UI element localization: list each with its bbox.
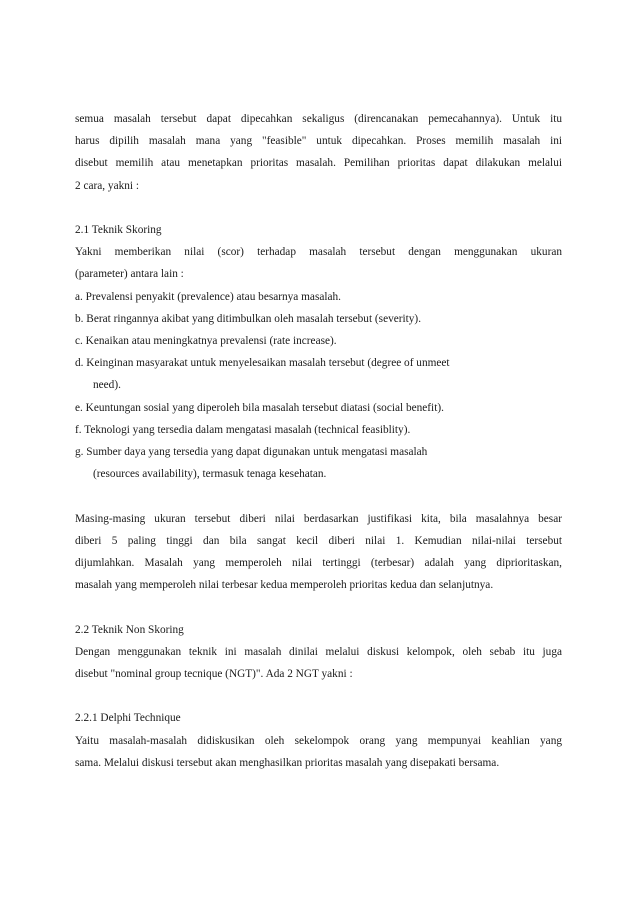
list-item: a. Prevalensi penyakit (prevalence) atau besarnya masalah. [75, 290, 341, 303]
section-skoring [75, 219, 562, 485]
text-line: disebut "nominal group tecnique (NGT)". Ada 2 NGT yakni : [75, 668, 353, 681]
section-heading: 2.1 Teknik Skoring [75, 224, 162, 236]
text-line: diberi 5 paling tinggi dan bila sangat kecil diberi nilai 1. Kemudian nilai-nilai tersebut [75, 534, 562, 547]
section-non-skoring [75, 619, 562, 686]
list-item: e. Keuntungan sosial yang diperoleh bila masalah tersebut diatasi (social benefit). [75, 401, 444, 414]
text-line: Yakni memberikan nilai (scor) terhadap masalah tersebut dengan menggunakan ukuran [75, 246, 562, 259]
text-line: Yaitu masalah-masalah didiskusikan oleh sekelompok orang yang mempunyai keahlian yang [75, 734, 562, 747]
text-line: Dengan menggunakan teknik ini masalah dinilai melalui diskusi kelompok, oleh sebab itu juga [75, 645, 562, 658]
text-line: harus dipilih masalah mana yang "feasible" untuk dipecahkan. Proses memilih masalah ini [75, 135, 562, 148]
text-line: masalah yang memperoleh nilai terbesar kedua memperoleh prioritas kedua dan selanjutnya. [75, 579, 494, 592]
list-item: b. Berat ringannya akibat yang ditimbulkan oleh masalah tersebut (severity). [75, 312, 422, 325]
section-heading: 2.2 Teknik Non Skoring [75, 623, 184, 636]
skoring-summary-paragraph [75, 508, 562, 597]
text-line: (parameter) antara lain : [75, 268, 184, 281]
list-item: f. Teknologi yang tersedia dalam mengatasi masalah (technical feasiblity). [75, 423, 411, 436]
text-line: disebut memilih atau menetapkan prioritas masalah. Pemilihan prioritas dapat dilakukan melalui [75, 157, 562, 170]
list-item-continuation: (resources availability), termasuk tenaga kesehatan. [93, 468, 327, 481]
section-delphi [75, 707, 562, 774]
list-item: c. Kenaikan atau meningkatnya prevalensi (rate increase). [75, 335, 337, 348]
section-heading: 2.2.1 Delphi Technique [75, 712, 181, 725]
text-line: Masing-masing ukuran tersebut diberi nilai berdasarkan justifikasi kita, bila masalahnya besar [75, 512, 562, 525]
list-item-continuation: need). [93, 379, 121, 392]
text-line: semua masalah tersebut dapat dipecahkan sekaligus (direncanakan pemecahannya). Untuk itu [75, 113, 562, 125]
list-item: g. Sumber daya yang tersedia yang dapat digunakan untuk mengatasi masalah [75, 446, 428, 459]
text-line: sama. Melalui diskusi tersebut akan menghasilkan prioritas masalah yang disepakati bersama. [75, 756, 500, 769]
text-line: 2 cara, yakni : [75, 179, 139, 192]
intro-paragraph [75, 108, 562, 197]
list-item: d. Keinginan masyarakat untuk menyelesaikan masalah tersebut (degree of unmeet [75, 357, 450, 370]
document-page [75, 108, 562, 774]
text-line: dijumlahkan. Masalah yang memperoleh nilai tertinggi (terbesar) adalah yang diprioritaskan, [75, 557, 562, 570]
